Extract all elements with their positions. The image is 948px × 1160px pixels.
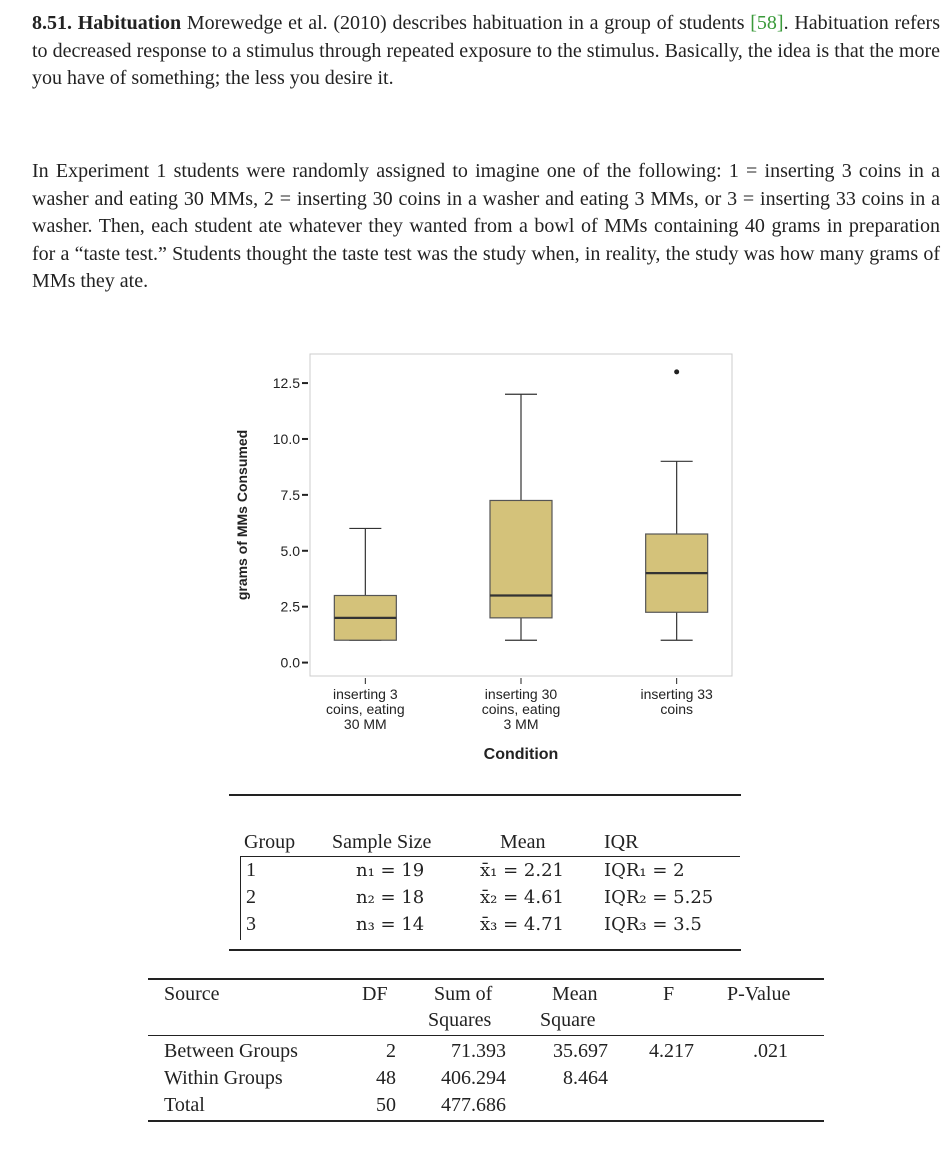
y-axis (273, 375, 308, 671)
x-tick-label: inserting 33 coins (640, 686, 713, 717)
box-iqr (490, 500, 552, 617)
exercise-paragraph (32, 10, 940, 93)
mean-cell: x̄₃ = 4.71 (480, 914, 564, 935)
header-source: Source (164, 983, 220, 1005)
y-tick-label: 12.5 (272, 375, 300, 392)
citation-link[interactable]: [58] (750, 12, 784, 34)
source-cell: Between Groups (164, 1040, 298, 1062)
header-sum-of: Sum of (434, 983, 493, 1005)
y-tick-label: 0.0 (280, 654, 300, 671)
df-cell: 2 (386, 1040, 396, 1062)
header-squares: Squares (428, 1009, 492, 1031)
anova-bottom-rule (148, 1120, 824, 1122)
x-axis-label: Condition (483, 746, 559, 763)
ss-cell: 406.294 (441, 1067, 506, 1089)
x-tick-label: inserting 3 coins, eating 30 MM (326, 686, 405, 732)
sample-size-cell: n₂ = 18 (356, 887, 425, 908)
sample-size-cell: n₃ = 14 (356, 914, 425, 935)
summary-bottom-rule (229, 949, 741, 951)
sample-size-cell: n₁ = 19 (356, 860, 425, 881)
boxplot-chart (220, 345, 740, 770)
y-axis-label: grams of MMs Consumed (234, 429, 250, 601)
df-cell: 48 (376, 1067, 396, 1089)
header-p-value: P-Value (727, 983, 791, 1005)
ss-cell: 71.393 (451, 1040, 506, 1062)
iqr-cell: IQR₂ = 5.25 (604, 887, 714, 908)
header-square: Square (540, 1009, 596, 1031)
anova-top-rule (148, 978, 824, 980)
ms-cell: 8.464 (563, 1067, 608, 1089)
source-cell: Total (164, 1094, 205, 1116)
f-cell: 4.217 (649, 1040, 694, 1062)
experiment-paragraph: In Experiment 1 students were randomly assigned to imagine one of the following: 1 = inserting 3 coins in a washer and eating 30 MMs, 2 = inserting 30 coins in a washer and eating 3 MMs, or 3 = inserting 33 coins in a washer. Then, each student ate whatever they wanted from a bowl of MMs containing 40 grams in preparation for a “taste test.” Students thought the taste test was the study when, in reality, the study was how many grams of MMs they ate. (32, 160, 940, 292)
source-cell: Within Groups (164, 1067, 283, 1089)
ss-cell: 477.686 (441, 1094, 506, 1116)
header-sample-size: Sample Size (332, 831, 432, 853)
iqr-cell: IQR₃ = 3.5 (604, 914, 702, 935)
outlier-point (674, 369, 679, 374)
y-tick-label: 10.0 (272, 430, 300, 447)
header-iqr: IQR (604, 831, 639, 853)
exercise-title: Habituation (77, 12, 182, 34)
y-tick-label: 5.0 (280, 542, 300, 559)
header-df: DF (362, 983, 388, 1005)
summary-column-rule (240, 856, 241, 940)
header-mean: Mean (500, 831, 546, 853)
summary-top-rule (229, 794, 741, 796)
group-cell: 3 (246, 913, 256, 935)
intro-text: Morewedge et al. (2010) describes habituation in a group of students (181, 12, 751, 34)
y-tick-label: 2.5 (280, 598, 300, 615)
header-group: Group (244, 831, 296, 853)
group-cell: 2 (246, 886, 256, 908)
x-tick-label: inserting 30 coins, eating 3 MM (481, 686, 561, 732)
intro-text-continued: . Habituation refers to decreased response to a stimulus through repeated exposure to the stimulus. Basically, the idea is that the more you have of something; the less you desire it. (32, 12, 940, 89)
x-axis (326, 678, 713, 732)
mean-cell: x̄₁ = 2.21 (480, 860, 564, 881)
p-value-cell: .021 (753, 1040, 788, 1062)
y-tick-label: 7.5 (280, 486, 300, 503)
group-cell: 1 (246, 859, 256, 881)
iqr-cell: IQR₁ = 2 (604, 860, 685, 881)
mean-cell: x̄₂ = 4.61 (480, 887, 564, 908)
summary-header-rule (240, 856, 740, 857)
exercise-number: 8.51. (32, 12, 72, 34)
anova-header-rule (148, 1035, 824, 1036)
ms-cell: 35.697 (553, 1040, 608, 1062)
df-cell: 50 (376, 1094, 396, 1116)
header-f: F (663, 983, 675, 1005)
header-mean: Mean (552, 983, 598, 1005)
